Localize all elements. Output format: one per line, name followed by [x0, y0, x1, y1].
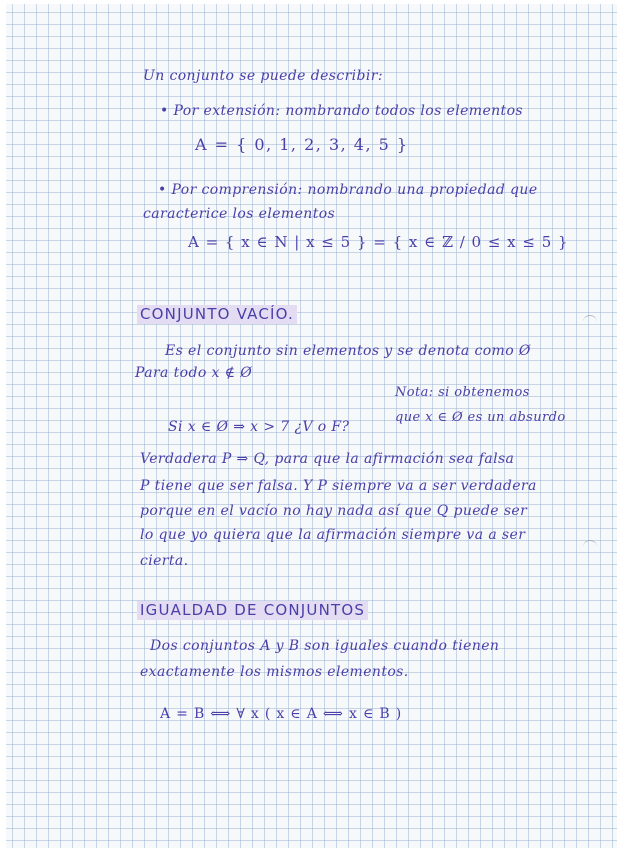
section-title-set-equality: IGUALDAD DE CONJUNTOS	[137, 601, 368, 620]
note-line-1: Nota: si obtenemos	[395, 385, 530, 400]
binder-hole-mark	[583, 315, 597, 324]
empty-set-definition: Es el conjunto sin elementos y se denota como Ø	[165, 343, 531, 359]
explanation-line-4: lo que yo quiera que la afirmación siempre va a ser	[140, 527, 526, 543]
empty-set-question: Si x ∈ Ø ⇒ x > 7 ¿V o F?	[168, 419, 350, 435]
explanation-line-1: Verdadera P ⇒ Q, para que la afirmación sea falsa	[140, 451, 515, 467]
explanation-line-5: cierta.	[140, 553, 189, 569]
explanation-line-2: P tiene que ser falsa. Y P siempre va a ser verdadera	[140, 478, 537, 494]
example-extension: A = { 0, 1, 2, 3, 4, 5 }	[195, 135, 409, 154]
bullet-extension: • Por extensión: nombrando todos los elementos	[160, 103, 523, 119]
equality-definition: Dos conjuntos A y B son iguales cuando tienen	[150, 638, 500, 654]
bullet-comprehension: • Por comprensión: nombrando una propiedad que	[158, 182, 538, 198]
binder-hole-mark	[583, 540, 597, 549]
page-left-edge	[0, 0, 6, 848]
equality-formula: A = B ⟺ ∀ x ( x ∈ A ⟺ x ∈ B )	[160, 706, 402, 722]
empty-set-forall: Para todo x ∉ Ø	[135, 365, 253, 381]
bullet-comprehension-cont: caracterice los elementos	[143, 206, 336, 222]
equality-definition-cont: exactamente los mismos elementos.	[140, 664, 409, 680]
section-title-empty-set: CONJUNTO VACÍO.	[137, 305, 297, 324]
note-line-2: que x ∈ Ø es un absurdo	[395, 410, 566, 425]
intro-line: Un conjunto se puede describir:	[143, 68, 384, 84]
page-top-edge	[0, 0, 617, 4]
example-comprehension: A = { x ∈ N | x ≤ 5 } = { x ∈ ℤ / 0 ≤ x ≤ 5 }	[188, 233, 569, 251]
explanation-line-3: porque en el vacío no hay nada así que Q puede ser	[140, 503, 528, 519]
